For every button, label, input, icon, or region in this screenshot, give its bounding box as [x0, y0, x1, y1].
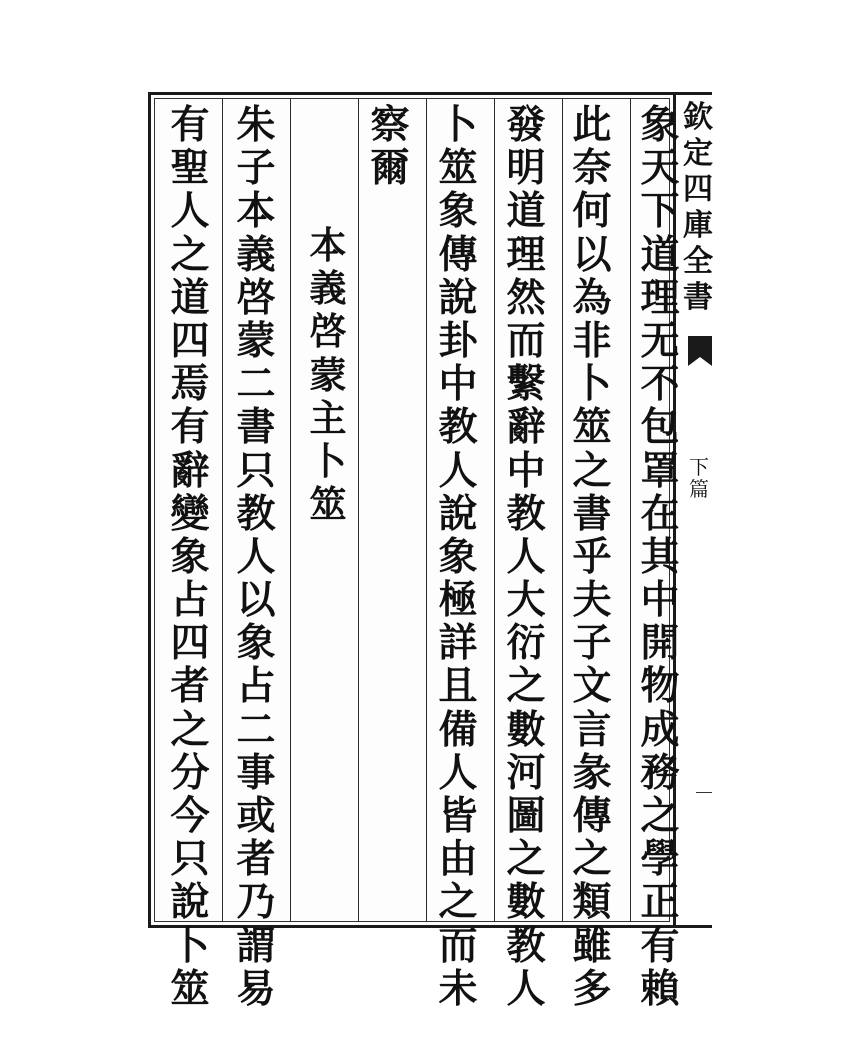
glyph: 之: [438, 879, 478, 926]
glyph: 成: [640, 706, 680, 753]
glyph: 象: [438, 188, 478, 235]
glyph: 之: [572, 447, 612, 494]
glyph: 子: [236, 145, 276, 192]
text-column-4: [426, 102, 490, 1012]
glyph: 人: [438, 749, 478, 796]
glyph: 傳: [572, 793, 612, 839]
glyph: 正: [640, 879, 680, 926]
glyph: 人: [236, 533, 276, 580]
glyph: 圖: [506, 793, 546, 839]
glyph: 欽: [683, 100, 713, 135]
glyph: 之: [506, 836, 546, 883]
glyph: 由: [438, 836, 478, 883]
glyph: 下: [689, 455, 709, 479]
glyph: 卜: [438, 102, 478, 148]
glyph: 庫: [683, 208, 713, 243]
glyph: 之: [572, 836, 612, 883]
glyph: 中: [506, 447, 546, 494]
glyph: 人: [506, 533, 546, 580]
glyph: 不: [640, 361, 680, 408]
glyph: 繫: [506, 361, 546, 408]
glyph: 罩: [640, 447, 680, 494]
glyph: 事: [236, 749, 276, 796]
glyph: 變: [170, 490, 210, 537]
glyph: 之: [506, 663, 546, 710]
glyph: 卜: [572, 361, 612, 408]
glyph: 四: [170, 620, 210, 667]
glyph: 象: [236, 620, 276, 667]
glyph: 義: [309, 266, 347, 311]
glyph: 數: [506, 879, 546, 926]
glyph: 聖: [170, 145, 210, 192]
glyph: 定: [683, 136, 713, 171]
glyph: 而: [438, 922, 478, 969]
glyph: 四: [683, 172, 713, 207]
glyph: 道: [506, 188, 546, 235]
glyph: 學: [640, 836, 680, 883]
glyph: 人: [170, 188, 210, 235]
glyph: 教: [236, 490, 276, 537]
glyph: 子: [572, 620, 612, 667]
glyph: 有: [170, 102, 210, 148]
column-rule: [290, 99, 291, 921]
glyph: 卦: [438, 317, 478, 364]
glyph: 其: [640, 533, 680, 580]
glyph: 四: [170, 317, 210, 364]
glyph: 中: [640, 577, 680, 624]
glyph: 者: [236, 836, 276, 883]
glyph: 非: [572, 317, 612, 364]
glyph: 辭: [170, 447, 210, 494]
glyph: 詳: [438, 620, 478, 667]
glyph: 書: [572, 490, 612, 537]
glyph: 彖: [572, 749, 612, 796]
glyph: 而: [506, 317, 546, 364]
glyph: 然: [506, 274, 546, 321]
glyph: 在: [640, 490, 680, 537]
glyph: 天: [640, 145, 680, 192]
glyph: 象: [170, 533, 210, 580]
glyph: 道: [170, 274, 210, 321]
glyph: 有: [170, 404, 210, 451]
glyph: 本: [236, 188, 276, 235]
glyph: 物: [640, 663, 680, 710]
glyph: 篇: [689, 477, 709, 501]
glyph: 數: [506, 706, 546, 753]
glyph: 或: [236, 793, 276, 839]
glyph: 說: [438, 490, 478, 537]
glyph: 說: [170, 879, 210, 926]
glyph: 傳: [438, 231, 478, 278]
glyph: 察: [370, 102, 410, 148]
glyph: 衍: [506, 620, 546, 667]
glyph: 何: [572, 188, 612, 235]
glyph: 義: [236, 231, 276, 278]
glyph: 開: [640, 620, 680, 667]
glyph: 蒙: [309, 352, 347, 397]
glyph: 人: [506, 965, 546, 1012]
glyph: 之: [170, 231, 210, 278]
glyph: 發: [506, 102, 546, 148]
glyph: 明: [506, 145, 546, 192]
glyph: 謂: [236, 922, 276, 969]
glyph: 以: [236, 577, 276, 624]
margin-book-title: [683, 100, 713, 316]
glyph: 之: [640, 793, 680, 839]
glyph: 備: [438, 706, 478, 753]
glyph: 極: [438, 577, 478, 624]
glyph: 未: [438, 965, 478, 1012]
glyph: 啓: [236, 274, 276, 321]
glyph: 教: [438, 404, 478, 451]
glyph: 蒙: [236, 317, 276, 364]
glyph: 奈: [572, 145, 612, 192]
glyph: 類: [572, 879, 612, 926]
text-column-8: [158, 102, 222, 1012]
margin-rule: [696, 792, 712, 793]
glyph: 二: [236, 361, 276, 408]
glyph: 朱: [236, 102, 276, 148]
glyph: 道: [640, 231, 680, 278]
glyph: 下: [640, 188, 680, 235]
glyph: 辭: [506, 404, 546, 451]
glyph: 筮: [572, 404, 612, 451]
glyph: 今: [170, 793, 210, 839]
glyph: 此: [572, 102, 612, 148]
glyph: 者: [170, 663, 210, 710]
glyph: 大: [506, 577, 546, 624]
glyph: 主: [309, 395, 347, 440]
margin-chapter-label: [686, 456, 712, 500]
section-heading-column: [296, 224, 360, 1040]
glyph: 象: [640, 102, 680, 148]
glyph: 分: [170, 749, 210, 796]
glyph: 多: [572, 965, 612, 1012]
glyph: 人: [438, 447, 478, 494]
glyph: 皆: [438, 793, 478, 839]
glyph: 啓: [309, 309, 347, 354]
glyph: 卜: [309, 438, 347, 483]
glyph: 只: [170, 836, 210, 883]
glyph: 教: [506, 490, 546, 537]
glyph: 乎: [572, 533, 612, 580]
glyph: 有: [640, 922, 680, 969]
glyph: 无: [640, 317, 680, 364]
glyph: 夫: [572, 577, 612, 624]
glyph: 占: [236, 663, 276, 710]
glyph: 乃: [236, 879, 276, 926]
glyph: 之: [170, 706, 210, 753]
text-column-5: [358, 104, 422, 920]
glyph: 務: [640, 749, 680, 796]
glyph: 象: [438, 533, 478, 580]
column-rule: [222, 99, 223, 921]
glyph: 二: [236, 706, 276, 753]
glyph: 以: [572, 231, 612, 278]
glyph: 只: [236, 447, 276, 494]
glyph: 全: [683, 244, 713, 279]
glyph: 爾: [370, 145, 410, 192]
glyph: 焉: [170, 361, 210, 408]
glyph: 賴: [640, 965, 680, 1012]
glyph: 卜: [170, 922, 210, 969]
glyph: 書: [236, 404, 276, 451]
glyph: 筮: [438, 145, 478, 192]
glyph: 言: [572, 706, 612, 753]
glyph: 易: [236, 965, 276, 1012]
top-rule: [148, 92, 712, 95]
glyph: 書: [683, 280, 713, 315]
glyph: 說: [438, 274, 478, 321]
glyph: 理: [640, 274, 680, 321]
glyph: 理: [506, 231, 546, 278]
glyph: 本: [309, 223, 347, 267]
glyph: 河: [506, 749, 546, 796]
text-column-2: [560, 102, 624, 1012]
glyph: 文: [572, 663, 612, 710]
glyph: 包: [640, 404, 680, 451]
glyph: 為: [572, 274, 612, 321]
glyph: 占: [170, 577, 210, 624]
glyph: 雖: [572, 922, 612, 969]
glyph: 且: [438, 663, 478, 710]
glyph: 筮: [170, 965, 210, 1012]
glyph: 教: [506, 922, 546, 969]
glyph: 中: [438, 361, 478, 408]
text-column-3: [494, 102, 558, 1012]
text-column-7: [224, 102, 288, 1012]
glyph: 筮: [309, 482, 347, 527]
